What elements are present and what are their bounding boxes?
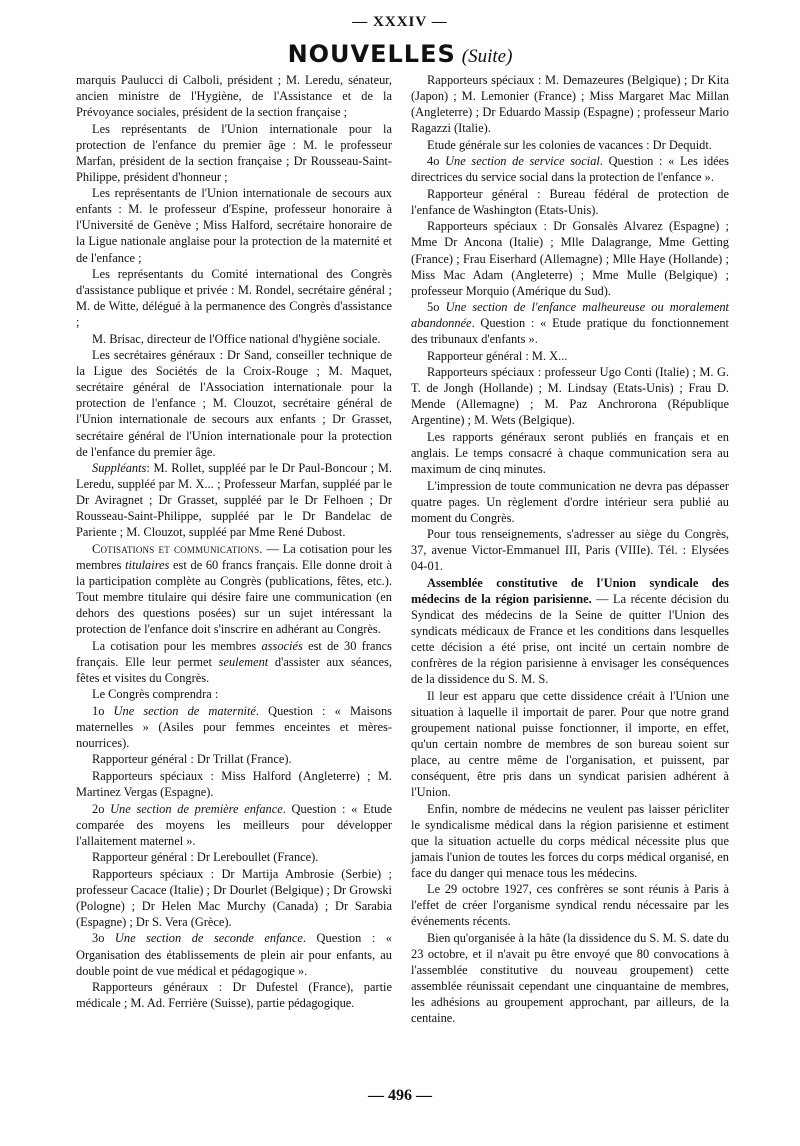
paragraph: Rapporteur général : Bureau fédéral de protection de l'enfance de Washington (Etats-Unis).: [411, 186, 729, 217]
item-title: Une section de l'enfance malheureuse ou moralement abandonnée: [411, 300, 729, 331]
item-number: 1o: [92, 703, 114, 718]
page-roman-number: — XXXIV —: [352, 14, 448, 30]
page-number: — 496 —: [368, 1087, 432, 1104]
left-column: [76, 72, 392, 1012]
item-title: Une section de service social: [445, 154, 600, 169]
paragraph: Il leur est apparu que cette dissidence créait à l'Union une situation à laquelle il importait de parer. Pour que notre grand groupement national puisse fonctionner, il importe, en effet, qu'un certain nombre de membres de son bureau soient sur place, au centre même de l'organisation, et puissent, par conséquent, être pris dans un syndicat parisien adhérent à l'Union.: [411, 688, 729, 800]
item-text: . Question : « Etude pratique du fonctionnement des tribunaux d'enfants ».: [411, 316, 729, 347]
text-emphasis: associés: [261, 638, 303, 653]
paragraph: Pour tous renseignements, s'adresser au siège du Congrès, 37, avenue Victor-Emmanuel III, Paris (VIIIe). Tél. : Elysées 04-01.: [411, 527, 729, 574]
paragraph: Rapporteurs spéciaux : Miss Halford (Angleterre) ; M. Martinez Vergas (Espagne).: [76, 769, 392, 800]
paragraph: Enfin, nombre de médecins ne veulent pas laisser péricliter le syndicalisme médical dans la région parisienne et estiment que la situation actuelle du corps médical nécessite plus que jamais l'union de toutes les forces du corps médical organisé, en face du danger qui menace tous les médecins.: [411, 801, 729, 880]
item-number: 4o: [427, 154, 446, 169]
item-number: 2o: [92, 801, 111, 816]
paragraph: Rapporteurs spéciaux : professeur Ugo Conti (Italie) ; M. G. T. de Jongh (Hollande) ; M. Lindsay (Etats-Unis) ; Frau D. Mende (Allemagne) ; M. Paz Anchrorona (République Argentine) ; M. Wets (Belgique).: [411, 365, 729, 428]
paragraph: [76, 638, 392, 686]
paragraph: Rapporteurs spéciaux : Dr Martija Ambrosie (Serbie) ; professeur Cacace (Italie) ; Dr Dourlet (Belgique) ; Dr Growski (Pologne) ; Dr Helen Mac Murchy (Canada) ; Dr Sarabia (Espagne) ; Dr S. Vera (Grèce).: [76, 866, 392, 929]
text-run: La cotisation pour les membres: [92, 638, 262, 653]
section-item: [76, 930, 392, 978]
item-title: Une section de première enfance: [110, 801, 283, 816]
text-run: est de 60 francs français. Elle donne droit à la participation complète au Congrès (publications, fêtes, etc.). Tout membre titulaire qui désire faire une communication (en dehors des questions posées) sur un sujet intéressant la protection de l'enfance doit s'inscrire en adhérant au Congrès.: [76, 557, 392, 637]
paragraph: M. Brisac, directeur de l'Office national d'hygiène sociale.: [92, 331, 381, 346]
paragraph: Les représentants de l'Union internationale pour la protection de l'enfance du premier âge : M. le professeur Marfan, président de la section française ; Dr Rousseau-Saint-Philippe, président d'honneur ;: [76, 121, 392, 184]
paragraph: Les rapports généraux seront publiés en français et en anglais. Le temps consacré à chaque communication sera au maximum de cinq minutes.: [411, 430, 729, 477]
paragraph: Bien qu'organisée à la hâte (la dissidence du S. M. S. date du 23 octobre, et il n'avait pu être envoyé que 80 convocations à l'assemblée constitutive du nouveau groupement) cette assemblée réunissait cependant une cinquantaine de membres, les adhésions au groupement approchant, par ailleurs, de la centaine.: [411, 930, 729, 1026]
paragraph: marquis Paulucci di Calboli, président ; M. Leredu, sénateur, ancien ministre de l'Hygiène, de l'Assistance et de la Prévoyance sociales, président de la section française ;: [76, 73, 392, 120]
paragraph: Etude générale sur les colonies de vacances : Dr Dequidt.: [427, 137, 712, 152]
right-column: [411, 72, 729, 1027]
paragraph: Le 29 octobre 1927, ces confrères se sont réunis à Paris à l'effet de créer l'organisme syndical rendu nécessaire par les événements récents.: [411, 882, 729, 929]
item-text: . Question : « Maisons maternelles » (Asiles pour femmes enceintes et mères-nourrices).: [76, 703, 392, 750]
item-text: . Question : « Etude comparée des moyens les meilleurs pour développer l'allaitement maternel ».: [76, 801, 392, 848]
paragraph: Rapporteur général : M. X...: [427, 348, 568, 363]
section-item: [76, 703, 392, 751]
paragraph: Les représentants du Comité international des Congrès d'assistance publique et privée : M. Rondel, secrétaire général ; M. de Witte, délégué à la permanence des Congrès d'assistance ;: [76, 267, 392, 330]
paragraph: Le Congrès comprendra :: [92, 687, 219, 702]
text-emphasis: titulaires: [125, 557, 170, 572]
text-run: est de 30 francs français. Elle leur permet: [76, 638, 392, 669]
section-item: [76, 801, 392, 849]
paragraph: L'impression de toute communication ne devra pas dépasser quatre pages. Un règlement d'ordre intérieur sera publié au moment du Congrès.: [411, 478, 729, 525]
paragraph-cotisations: [76, 541, 392, 637]
section-item: [411, 299, 729, 347]
suppleants-text: : M. Rollet, suppléé par le Dr Paul-Boncour ; M. Leredu, suppléé par M. X... ; Professeur Marfan, suppléé par le Dr Aviragnet ; Dr Grasset, suppléé par le Dr Felhoen ; Dr Rousseau-Saint-Philippe, suppléé par le Dr Bandelac de Pariente ; M. Clouzot, suppléé par Mme René Dubost.: [76, 461, 392, 540]
text-emphasis: seulement: [218, 654, 269, 669]
paragraph: Rapporteur général : Dr Trillat (France).: [92, 752, 292, 767]
paragraph: Rapporteur général : Dr Lereboullet (France).: [92, 850, 319, 865]
section-title: [0, 40, 800, 68]
assemblee-heading: Assemblée constitutive de l'Union syndicale des médecins de la région parisienne.: [411, 575, 729, 606]
text-run: — La récente décision du Syndicat des médecins de la Seine de quitter l'Union des syndicats médicaux de France et les conditions dans lesquelles cette décision a été prise, ont incité un certain nombre de confrères de la région parisienne à envisager les conséquences de la dissidence du S. M. S.: [411, 592, 729, 687]
section-suite: (Suite): [461, 46, 513, 67]
text-run: — La cotisation pour les membres: [76, 541, 392, 572]
text-run: d'assister aux séances, fêtes et visites du Congrès.: [76, 654, 392, 685]
item-title: Une section de seconde enfance: [114, 931, 303, 946]
item-number: 5o: [427, 300, 446, 315]
paragraph-assemblee: [411, 575, 729, 687]
section-item: [411, 153, 729, 185]
suppleants-label: Suppléants: [92, 461, 147, 476]
item-text: . Question : « Les idées directrices du service social dans la protection de l'enfance ».: [411, 154, 729, 185]
paragraph: Rapporteurs spéciaux : M. Demazeures (Belgique) ; Dr Kita (Japon) ; M. Lemonier (France) ; Miss Margaret Mac Millan (Angleterre) ; Dr Eduardo Massip (Espagne) ; professeur Mario Ragazzi (Italie).: [411, 73, 729, 136]
section-name: NOUVELLES: [287, 40, 456, 68]
paragraph: Les représentants de l'Union internationale de secours aux enfants : M. le professeur d'Espine, professeur honoraire à l'Université de Genève ; Miss Halford, secrétaire honoraire de la Ligue nationale anglaise pour la protection de la maternité et de l'enfance ;: [76, 186, 392, 265]
paragraph: Les secrétaires généraux : Dr Sand, conseiller technique de la Ligue des Sociétés de la Croix-Rouge ; M. Maquet, secrétaire général de l'Association internationale pour la protection de l'enfance ; M. Clouzot, secrétaire général de l'Union internationale de secours aux enfants ; Dr Grasset, secrétaire général de l'Union internationale pour la protection de l'enfance du premier âge.: [76, 348, 392, 459]
paragraph: Rapporteurs généraux : Dr Dufestel (France), partie médicale ; M. Ad. Ferrière (Suisse), partie pédagogique.: [76, 980, 392, 1011]
paragraph-suppleants: [76, 460, 392, 540]
item-number: 3o: [92, 931, 115, 946]
cotisations-label: Cotisations et communications.: [92, 541, 263, 556]
item-title: Une section de maternité: [113, 703, 256, 718]
item-text: . Question : « Organisation des établissements de plein air pour enfants, au double point de vue médical et pédagogique ».: [76, 931, 392, 978]
paragraph: Rapporteurs spéciaux : Dr Gonsalès Alvarez (Espagne) ; Mme Dr Ancona (Italie) ; Mlle Dalagrange, Mme Getting (France) ; Frau Eiserhard (Allemagne) ; Mlle Haye (Hollande) ; Miss Mac Adam (Angleterre) ; Mme Mulle (Belgique) ; professeur Morquio (Amérique du Sud).: [411, 219, 729, 298]
